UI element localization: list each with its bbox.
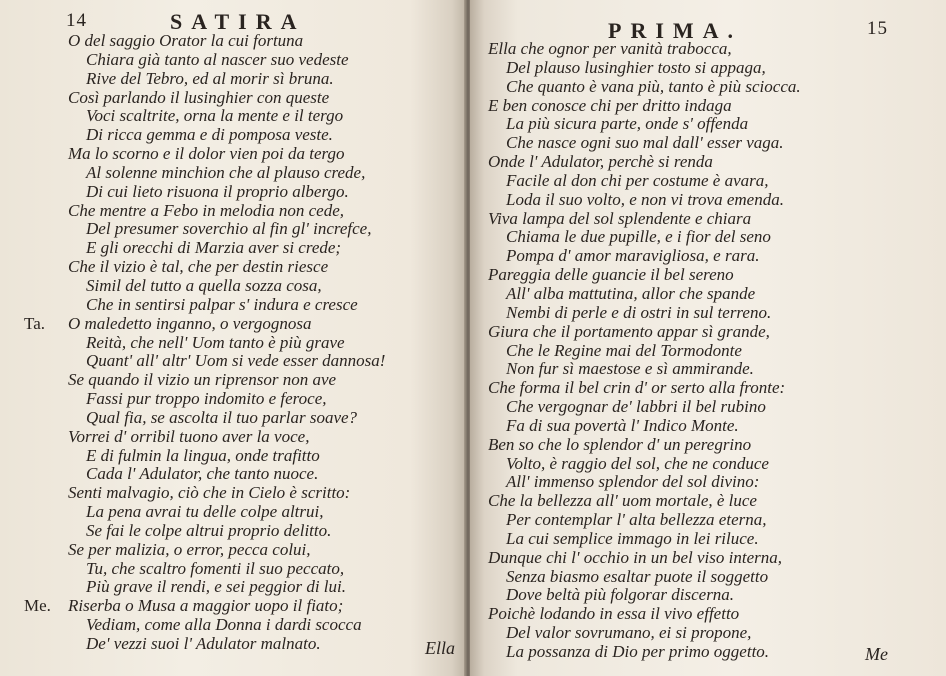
verse-text: Del presumer soverchio al fin gl' increfce, xyxy=(86,219,372,239)
verse-text: Senza biasmo esaltar puote il soggetto xyxy=(506,566,769,586)
verse-line xyxy=(488,40,801,59)
left-page xyxy=(0,0,466,676)
verse-line xyxy=(488,323,801,342)
verse-text: Del plauso lusinghier tosto si appaga, xyxy=(506,57,766,77)
verse-text: Se fai le colpe altrui proprio delitto. xyxy=(86,520,332,540)
verse-line xyxy=(68,352,385,371)
verse-line xyxy=(488,304,801,323)
verse-line xyxy=(488,247,801,266)
verse-line xyxy=(68,296,385,315)
verse-line xyxy=(68,484,385,503)
verse-line xyxy=(488,568,801,587)
verse-text: Che nasce ogni suo mal dall' esser vaga. xyxy=(506,133,784,153)
verse-text: Senti malvagio, ciò che in Cielo è scritto: xyxy=(68,483,351,503)
verse-text: Non fur sì maestose e sì ammirande. xyxy=(506,359,754,379)
verse-text: La cui semplice immago in lei riluce. xyxy=(506,528,759,548)
verse-line xyxy=(488,473,801,492)
verse-text: La più sicura parte, onde s' offenda xyxy=(506,114,749,134)
verse-line xyxy=(488,436,801,455)
verse-line xyxy=(68,371,385,390)
verse-text: Fassi pur troppo indomito e feroce, xyxy=(86,389,327,409)
verse-line xyxy=(488,266,801,285)
verse-line xyxy=(68,578,385,597)
right-catchword: Me xyxy=(865,644,888,664)
verse-line xyxy=(488,210,801,229)
verse-line xyxy=(68,164,385,183)
right-running-head: PRIMA. xyxy=(608,18,743,43)
verse-line xyxy=(68,616,385,635)
verse-text: Cada l' Adulator, che tanto nuoce. xyxy=(86,464,319,484)
verse-line xyxy=(488,643,801,662)
verse-text: Se per malizia, o error, pecca colui, xyxy=(68,539,311,559)
verse-text: Ella che ognor per vanità trabocca, xyxy=(488,39,732,58)
verse-text: Reità, che nell' Uom tanto è più grave xyxy=(86,332,345,352)
verse-line xyxy=(488,191,801,210)
verse-line xyxy=(488,417,801,436)
verse-text: Che vergognar de' labbri il bel rubino xyxy=(506,397,766,417)
verse-text: Al solenne minchion che al plauso crede, xyxy=(86,162,366,182)
verse-text: Giura che il portamento appar sì grande, xyxy=(488,321,770,341)
verse-text: Ma lo scorno e il dolor vien poi da tergo xyxy=(68,144,345,164)
verse-text: Dove beltà più folgorar discerna. xyxy=(506,585,735,605)
verse-text: Di ricca gemma e di pomposa veste. xyxy=(86,125,333,145)
verse-line xyxy=(68,428,385,447)
right-verse-block xyxy=(488,40,801,662)
verse-line xyxy=(68,522,385,541)
verse-line xyxy=(68,635,385,654)
verse-text: Chiara già tanto al nascer suo vedeste xyxy=(86,49,349,69)
verse-line xyxy=(68,107,385,126)
verse-line xyxy=(68,560,385,579)
verse-line xyxy=(68,503,385,522)
verse-text: Rive del Tebro, ed al morir sì bruna. xyxy=(86,68,334,88)
left-verse-block xyxy=(24,31,386,654)
verse-text: Loda il suo volto, e non vi trova emenda. xyxy=(506,189,784,209)
verse-line xyxy=(68,390,385,409)
verse-text: Poichè lodando in essa il vivo effetto xyxy=(488,604,740,624)
verse-text: Del valor sovrumano, ei si propone, xyxy=(506,623,752,643)
verse-text: Onde l' Adulator, perchè si renda xyxy=(488,152,713,172)
verse-text: Fa di sua povertà l' Indico Monte. xyxy=(506,415,739,435)
verse-line xyxy=(488,134,801,153)
verse-line xyxy=(488,360,801,379)
verse-text: E di fulmin la lingua, onde trafitto xyxy=(86,445,320,465)
verse-text: Dunque chi l' occhio in un bel viso interna, xyxy=(488,547,782,567)
verse-line xyxy=(68,277,385,296)
left-catchword: Ella xyxy=(425,638,455,658)
verse-text: Così parlando il lusinghier con queste xyxy=(68,87,330,107)
verse-line xyxy=(488,115,801,134)
verse-text: O del saggio Orator la cui fortuna xyxy=(68,31,304,50)
verse-line xyxy=(68,239,385,258)
verse-line xyxy=(488,59,801,78)
verse-text: Che quanto è vana più, tanto è più sciocca. xyxy=(506,76,801,96)
verse-text: Pompa d' amor maravigliosa, e rara. xyxy=(506,246,760,266)
verse-line xyxy=(68,447,385,466)
verse-text: Quant' all' altr' Uom si vede esser dannosa! xyxy=(86,351,386,371)
verse-text: Qual fia, se ascolta il tuo parlar soave? xyxy=(86,407,358,427)
verse-line xyxy=(488,624,801,643)
left-page-number: 14 xyxy=(66,10,87,31)
right-page-number: 15 xyxy=(867,18,888,39)
verse-line xyxy=(488,398,801,417)
verse-line xyxy=(68,202,385,221)
verse-line xyxy=(68,409,385,428)
verse-line xyxy=(488,78,801,97)
verse-line xyxy=(68,126,385,145)
verse-line xyxy=(488,228,801,247)
verse-text: Che il vizio è tal, che per destin riesce xyxy=(68,257,329,277)
verse-text: E gli orecchi di Marzia aver si crede; xyxy=(86,238,342,258)
speaker-label: Ta. xyxy=(24,313,45,333)
verse-line xyxy=(68,145,385,164)
verse-text: Che forma il bel crin d' or serto alla fronte: xyxy=(488,378,786,398)
verse-text: De' vezzi suoi l' Adulator malnato. xyxy=(86,634,321,653)
verse-text: Chiama le due pupille, e i fior del seno xyxy=(506,227,771,247)
verse-line xyxy=(488,379,801,398)
verse-text: Riserba o Musa a maggior uopo il fiato; xyxy=(68,596,344,616)
verse-line xyxy=(24,596,385,616)
verse-line xyxy=(68,541,385,560)
verse-text: Tu, che scaltro fomenti il suo peccato, xyxy=(86,558,345,578)
verse-line xyxy=(68,89,385,108)
verse-text: Di cui lieto risuona il proprio albergo. xyxy=(86,181,349,201)
verse-text: La pena avrai tu delle colpe altrui, xyxy=(86,502,324,522)
verse-text: Che le Regine mai del Tormodonte xyxy=(506,340,742,360)
right-page xyxy=(470,0,946,676)
verse-line xyxy=(488,172,801,191)
verse-text: Che mentre a Febo in melodia non cede, xyxy=(68,200,345,220)
verse-text: Per contemplar l' alta bellezza eterna, xyxy=(506,510,767,530)
speaker-label: Me. xyxy=(24,596,51,616)
verse-text: Nembi di perle e di ostri in sul terreno. xyxy=(506,302,772,322)
verse-line xyxy=(488,285,801,304)
verse-text: O maledetto inganno, o vergognosa xyxy=(68,313,312,333)
verse-text: Voci scaltrite, orna la mente e il tergo xyxy=(86,106,344,126)
verse-text: Ben so che lo splendor d' un peregrino xyxy=(488,434,752,454)
verse-line xyxy=(68,220,385,239)
verse-line xyxy=(68,70,385,89)
verse-text: Se quando il vizio un riprensor non ave xyxy=(68,370,337,390)
left-running-head: SATIRA xyxy=(170,9,306,34)
verse-line xyxy=(488,549,801,568)
verse-text: Pareggia delle guancie il bel sereno xyxy=(488,265,734,285)
verse-line xyxy=(488,342,801,361)
verse-text: Viva lampa del sol splendente e chiara xyxy=(488,208,752,228)
verse-text: Che in sentirsi palpar s' indura e cresce xyxy=(86,294,358,314)
verse-line xyxy=(68,32,385,51)
verse-line xyxy=(68,334,385,353)
verse-line xyxy=(488,530,801,549)
verse-line xyxy=(488,97,801,116)
verse-text: E ben conosce chi per dritto indaga xyxy=(488,95,732,115)
verse-text: Facile al don chi per costume è avara, xyxy=(506,170,769,190)
verse-text: Vediam, come alla Donna i dardi scocca xyxy=(86,615,362,635)
verse-line xyxy=(488,511,801,530)
verse-line xyxy=(68,51,385,70)
verse-line xyxy=(68,258,385,277)
verse-line xyxy=(488,492,801,511)
verse-text: Più grave il rendi, e sei peggior di lui. xyxy=(86,577,346,597)
verse-text: All' immenso splendor del sol divino: xyxy=(506,472,760,492)
verse-text: Che la bellezza all' uom mortale, è luce xyxy=(488,491,757,511)
verse-text: Simil del tutto a quella sozza cosa, xyxy=(86,275,322,295)
verse-line xyxy=(24,313,385,334)
verse-text: Volto, è raggio del sol, che ne conduce xyxy=(506,453,769,473)
verse-line xyxy=(488,605,801,624)
verse-line xyxy=(68,465,385,484)
verse-text: All' alba mattutina, allor che spande xyxy=(506,283,756,303)
verse-line xyxy=(488,586,801,605)
verse-text: La possanza di Dio per primo oggetto. xyxy=(506,642,770,661)
verse-text: Vorrei d' orribil tuono aver la voce, xyxy=(68,426,310,446)
verse-line xyxy=(488,455,801,474)
verse-line xyxy=(68,183,385,202)
verse-line xyxy=(488,153,801,172)
